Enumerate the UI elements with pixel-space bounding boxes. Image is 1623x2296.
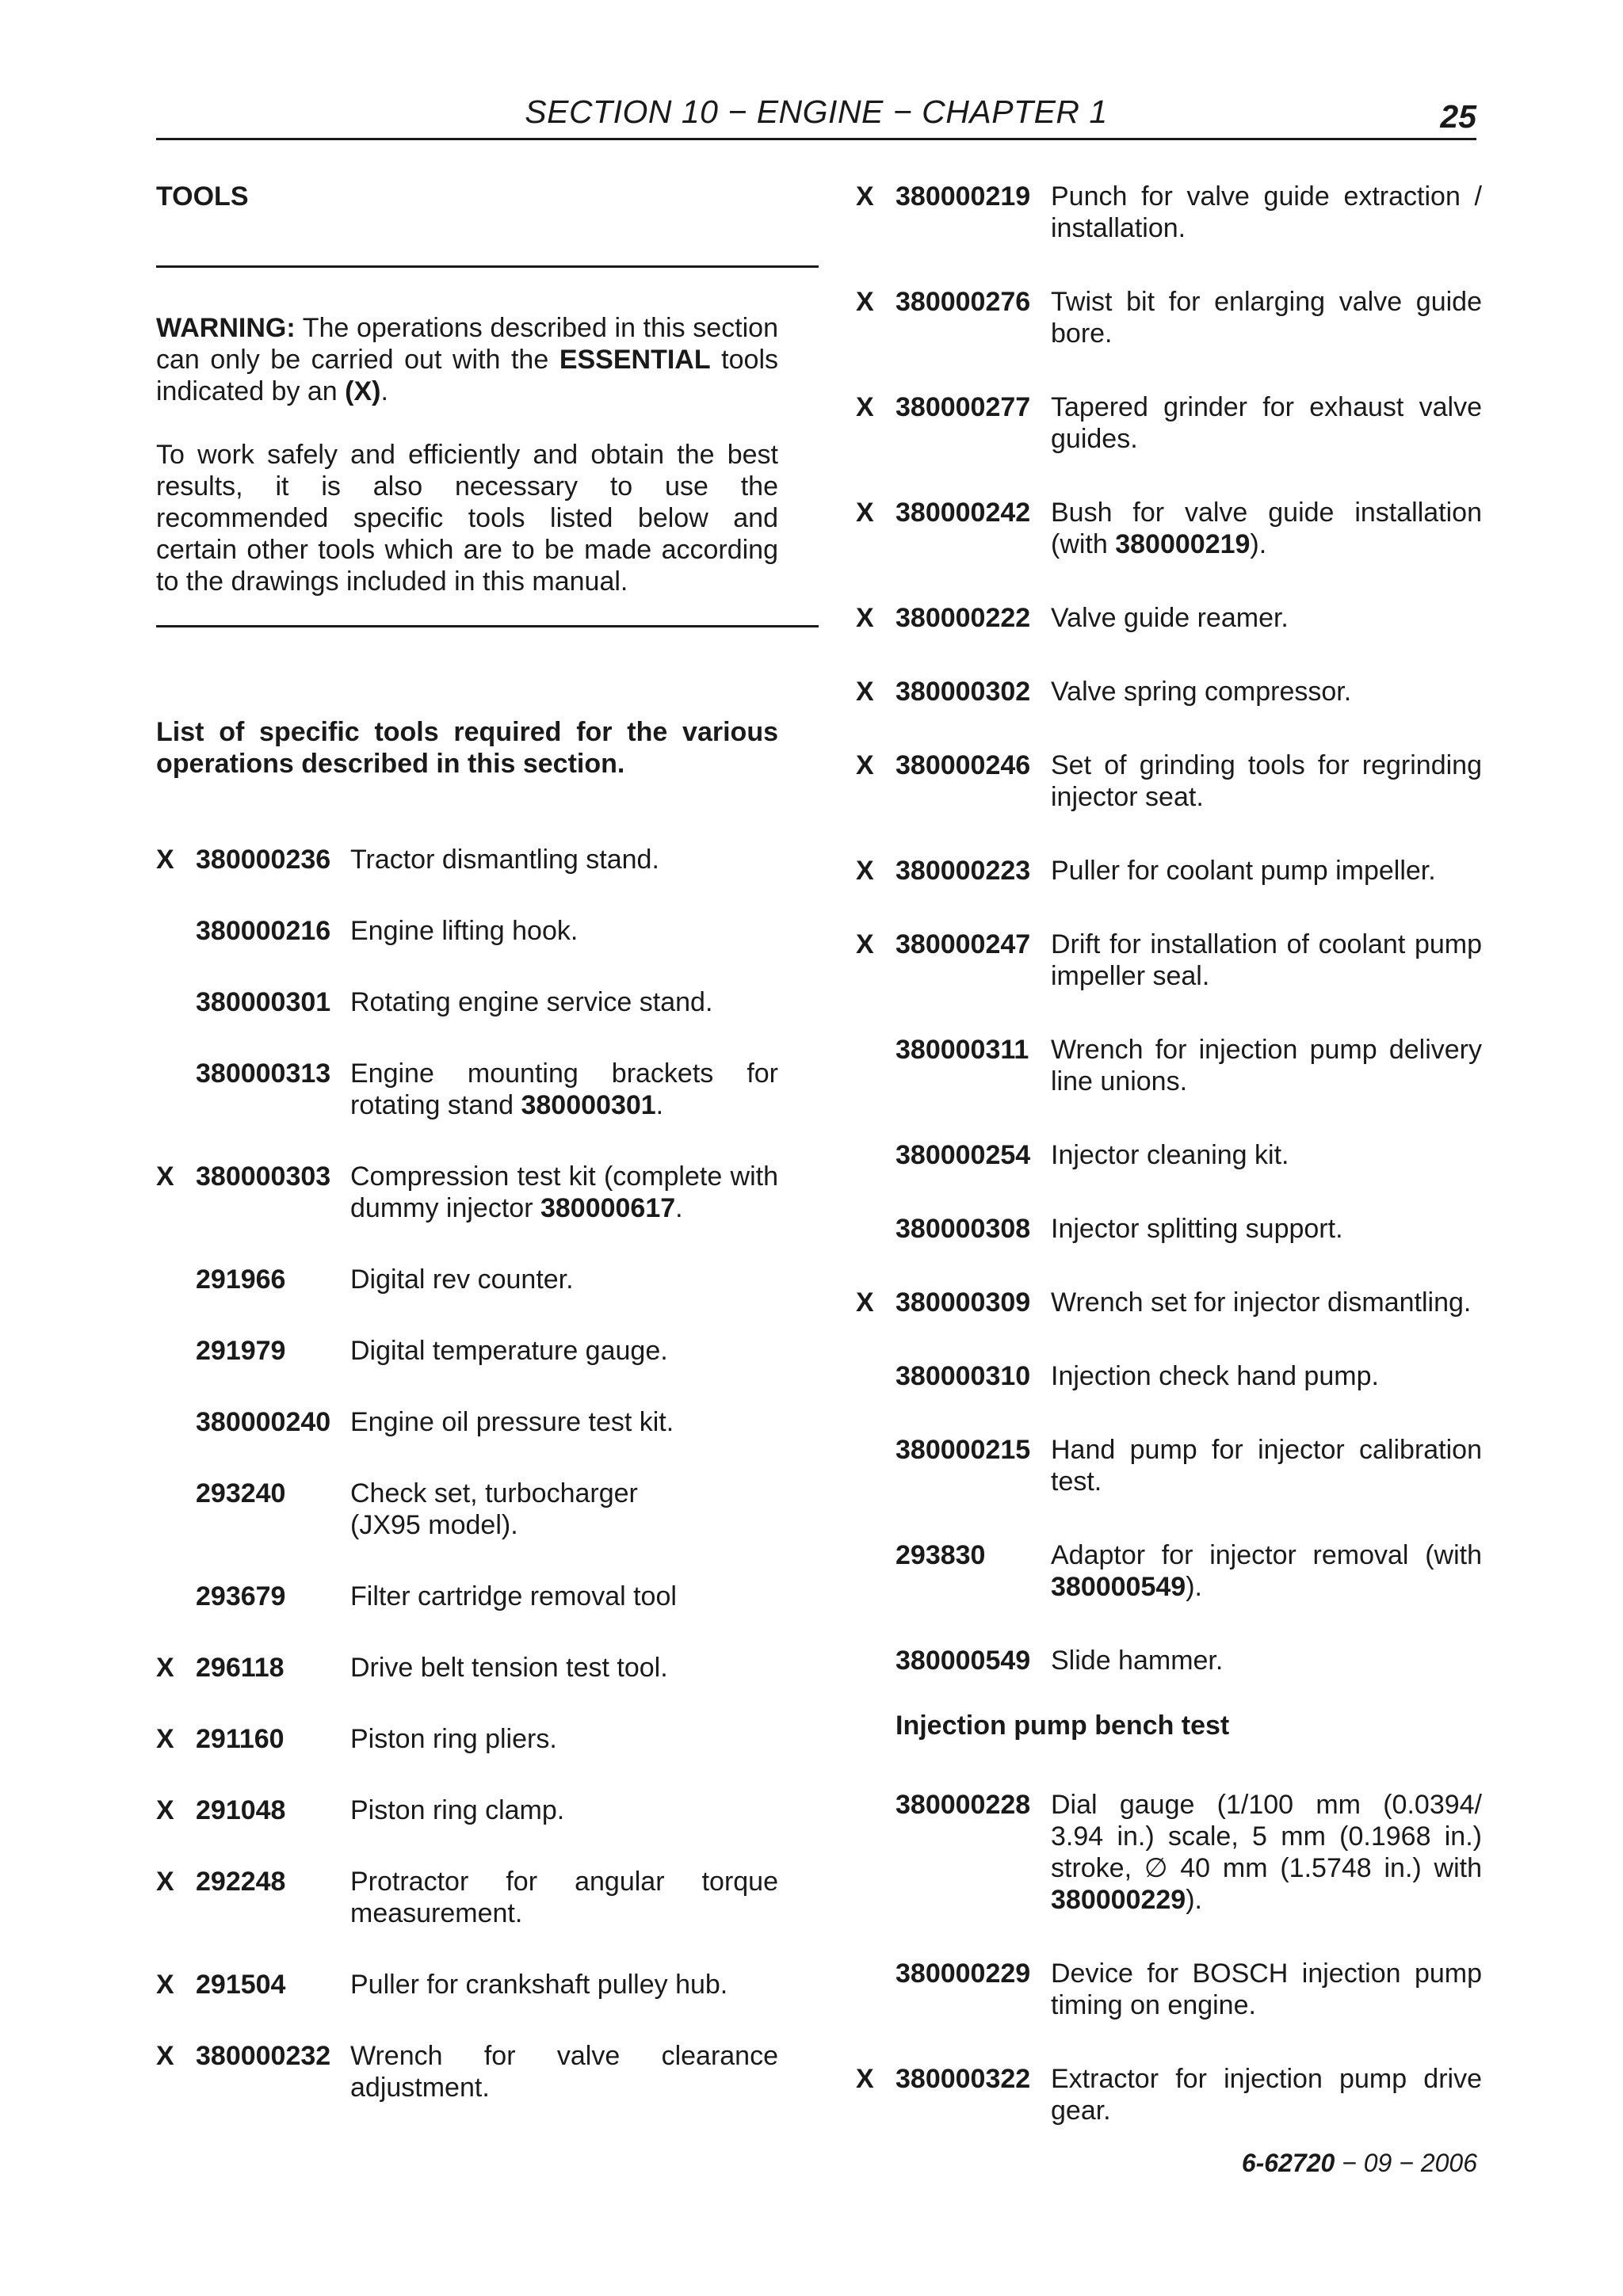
tool-item (856, 497, 1482, 560)
tool-code: 380000302 (896, 677, 1031, 707)
tool-code: 380000301 (196, 987, 331, 1017)
tool-description: Piston ring pliers. (350, 1724, 557, 1754)
tool-code: 380000236 (196, 845, 331, 875)
list-heading: List of specific tools required for the various operations described in this section. (156, 717, 778, 779)
tool-description-text: (JX95 model). (350, 1510, 518, 1540)
warning-text: tools indicated by an (156, 345, 778, 406)
right-column (856, 181, 1482, 2126)
tool-description: Drive belt tension test tool. (350, 1653, 668, 1683)
divider (156, 625, 819, 627)
tool-description: Wrench set for injector dismantling. (1051, 1287, 1472, 1318)
tool-item (856, 676, 1482, 707)
tool-item (856, 1360, 1482, 1392)
tool-description: Digital temperature gauge. (350, 1336, 668, 1366)
tool-item (856, 1645, 1482, 1676)
tool-description (350, 1478, 778, 1541)
essential-mark: X (856, 498, 874, 528)
tool-description (1051, 497, 1482, 560)
essential-mark: X (156, 1724, 174, 1754)
tool-description: Injector cleaning kit. (1051, 1140, 1289, 1170)
tool-description-tail: . (655, 1090, 664, 1120)
tool-description-text: Check set, turbocharger (350, 1478, 638, 1508)
tool-item (156, 1794, 819, 1826)
tool-item (856, 1287, 1482, 1318)
tool-code: 380000246 (896, 750, 1031, 780)
tool-description (350, 1058, 778, 1121)
warning-paragraph (156, 312, 778, 407)
tool-description (1051, 1539, 1482, 1603)
tool-item (856, 181, 1482, 244)
document-code: 6-62720 (1241, 2149, 1335, 2177)
tool-code: 380000309 (896, 1287, 1031, 1318)
warning-text: The operations described in this section can only be carried out with the (156, 313, 778, 375)
tool-code: 380000232 (196, 2041, 331, 2071)
tool-code: 380000216 (196, 916, 331, 946)
tool-description: Puller for crankshaft pulley hub. (350, 1970, 728, 2000)
tool-code: 380000277 (896, 392, 1031, 422)
tool-code: 293830 (896, 1540, 986, 1570)
tool-code: 380000215 (896, 1435, 1031, 1465)
footer-separator: − 09 − (1335, 2149, 1421, 2177)
tool-description: Drift for installation of coolant pump impeller seal. (1051, 929, 1482, 991)
tool-item (156, 1652, 819, 1684)
tool-code: 293679 (196, 1581, 286, 1611)
left-tool-list (156, 844, 819, 2103)
tool-code: 291979 (196, 1336, 286, 1366)
tool-item (856, 855, 1482, 887)
tool-item (856, 1539, 1482, 1603)
tool-item (156, 1581, 819, 1612)
essential-mark: X (156, 845, 174, 875)
tool-code: 380000223 (896, 856, 1031, 886)
tool-code: 380000254 (896, 1140, 1031, 1170)
tool-code: 291048 (196, 1795, 286, 1825)
tool-code: 380000229 (896, 1958, 1031, 1989)
tool-description-text: Bush for valve guide installation (with (1051, 498, 1482, 559)
tool-code: 296118 (196, 1653, 285, 1683)
tool-code: 380000242 (896, 498, 1031, 528)
tool-description: Device for BOSCH injection pump timing on engine. (1051, 1958, 1482, 2020)
tool-description-text: Engine mounting brackets for rotating stand (350, 1058, 778, 1120)
tool-item (856, 929, 1482, 992)
tool-description-text: Adaptor for injector removal (with (1051, 1540, 1482, 1570)
tool-description-text: Compression test kit (complete with dummy injector (350, 1161, 778, 1223)
tool-reference: 380000219 (1115, 529, 1251, 559)
tool-description: Valve spring compressor. (1051, 677, 1352, 707)
essential-mark: X (856, 677, 874, 707)
tool-code: 380000228 (896, 1790, 1031, 1820)
tool-code: 380000311 (896, 1035, 1029, 1065)
tool-reference: 380000301 (521, 1090, 656, 1120)
tool-code: 291504 (196, 1970, 286, 2000)
tool-item (156, 1969, 819, 2000)
tool-item (856, 1139, 1482, 1171)
tool-description: Wrench for injection pump delivery line unions. (1051, 1035, 1482, 1097)
tool-code: 380000247 (896, 929, 1031, 959)
tool-code: 380000313 (196, 1058, 331, 1089)
tool-description: Hand pump for injector calibration test. (1051, 1435, 1482, 1497)
x-marker: (X) (345, 376, 381, 406)
tool-reference: 380000229 (1051, 1885, 1186, 1915)
tool-reference: 380000549 (1051, 1572, 1186, 1602)
tool-description: Extractor for injection pump drive gear. (1051, 2064, 1482, 2126)
tool-item (856, 749, 1482, 813)
essential-mark: X (856, 603, 874, 633)
tool-description: Puller for coolant pump impeller. (1051, 856, 1436, 886)
tool-description: Twist bit for enlarging valve guide bore. (1051, 287, 1482, 349)
tool-description: Slide hammer. (1051, 1646, 1224, 1676)
tool-description: Injector splitting support. (1051, 1214, 1343, 1244)
tool-description (350, 1161, 778, 1224)
essential-mark: X (156, 1653, 174, 1683)
tool-item (156, 1478, 819, 1541)
tool-description-tail: ). (1186, 1572, 1202, 1602)
essential-mark: X (856, 856, 874, 886)
essential-mark: X (856, 1287, 874, 1318)
tool-code: 380000310 (896, 1361, 1031, 1391)
tool-item (856, 1958, 1482, 2021)
page-number: 25 (1440, 98, 1476, 135)
tool-code: 380000222 (896, 603, 1031, 633)
tool-description: Digital rev counter. (350, 1264, 574, 1295)
tool-description: Engine oil pressure test kit. (350, 1407, 674, 1437)
tool-code: 380000549 (896, 1646, 1031, 1676)
essential-label: ESSENTIAL (559, 345, 711, 375)
tool-description: Tractor dismantling stand. (350, 845, 659, 875)
essential-mark: X (856, 287, 874, 317)
tool-code: 380000276 (896, 287, 1031, 317)
tools-heading: TOOLS (156, 181, 249, 212)
tool-code: 380000240 (196, 1407, 331, 1437)
tool-item (856, 286, 1482, 349)
tool-description-tail: ). (1250, 529, 1267, 559)
tool-code: 292248 (196, 1867, 286, 1897)
tool-item (156, 1866, 819, 1929)
essential-mark: X (156, 1161, 174, 1192)
page-header (156, 93, 1476, 140)
tool-description: Set of grinding tools for regrinding injector seat. (1051, 750, 1482, 812)
tool-item (156, 1406, 819, 1438)
tool-item (156, 2040, 819, 2103)
bench-test-heading: Injection pump bench test (896, 1711, 1230, 1741)
essential-mark: X (856, 392, 874, 422)
tool-description: Tapered grinder for exhaust valve guides. (1051, 392, 1482, 454)
tool-item (156, 844, 819, 875)
tool-item (156, 1264, 819, 1295)
recommendation-paragraph: To work safely and efficiently and obtain the best results, it is also necessary to use the recommended specific tools listed below and certain other tools which are to be made according to the drawings included in this manual. (156, 440, 778, 597)
tool-code: 291966 (196, 1264, 286, 1295)
tool-code: 380000322 (896, 2064, 1031, 2094)
tool-item (156, 915, 819, 947)
tool-description: Rotating engine service stand. (350, 987, 713, 1017)
warning-text: . (380, 376, 388, 406)
footer-year: 2006 (1420, 2149, 1477, 2177)
tool-description: Protractor for angular torque measurement. (350, 1867, 778, 1928)
tool-code: 380000219 (896, 181, 1031, 212)
tool-description: Injection check hand pump. (1051, 1361, 1379, 1391)
essential-mark: X (156, 1970, 174, 2000)
page-footer (1242, 2149, 1477, 2178)
tool-description: Punch for valve guide extraction / installation. (1051, 181, 1482, 243)
tool-description: Piston ring clamp. (350, 1795, 565, 1825)
tool-description: Filter cartridge removal tool (350, 1581, 677, 1611)
section-title: SECTION 10 − ENGINE − CHAPTER 1 (525, 93, 1108, 130)
tool-code: 291160 (196, 1724, 285, 1754)
essential-mark: X (856, 929, 874, 959)
tool-item (156, 1161, 819, 1224)
tool-description: Engine lifting hook. (350, 916, 579, 946)
tool-description-tail: . (675, 1193, 683, 1223)
divider (156, 265, 819, 268)
tool-description: Wrench for valve clearance adjustment. (350, 2041, 778, 2103)
tool-item (856, 1034, 1482, 1097)
tool-description-tail: ). (1186, 1885, 1202, 1915)
tool-item (856, 1213, 1482, 1245)
warning-label: WARNING: (156, 313, 296, 343)
tool-description-text: Dial gauge (1/100 mm (0.0394/ 3.94 in.) scale, 5 mm (0.1968 in.) stroke, ∅ 40 mm (1.5748 in.) with (1051, 1790, 1482, 1883)
essential-mark: X (156, 1867, 174, 1897)
tool-item (856, 1789, 1482, 1916)
tool-item (156, 1723, 819, 1755)
tool-code: 293240 (196, 1478, 286, 1508)
left-column (156, 181, 819, 2103)
tool-item (156, 1335, 819, 1367)
tool-reference: 380000617 (540, 1193, 676, 1223)
tool-code: 380000303 (196, 1161, 331, 1192)
tool-code: 380000308 (896, 1214, 1031, 1244)
tool-description: Valve guide reamer. (1051, 603, 1289, 633)
tool-item (856, 391, 1482, 455)
tool-description (1051, 1789, 1482, 1916)
tool-item (856, 2063, 1482, 2126)
tool-item (856, 602, 1482, 634)
tool-item (156, 986, 819, 1018)
tool-item (856, 1434, 1482, 1497)
essential-mark: X (156, 1795, 174, 1825)
essential-mark: X (856, 750, 874, 780)
essential-mark: X (156, 2041, 174, 2071)
tool-item (156, 1058, 819, 1121)
essential-mark: X (856, 181, 874, 212)
essential-mark: X (856, 2064, 874, 2094)
